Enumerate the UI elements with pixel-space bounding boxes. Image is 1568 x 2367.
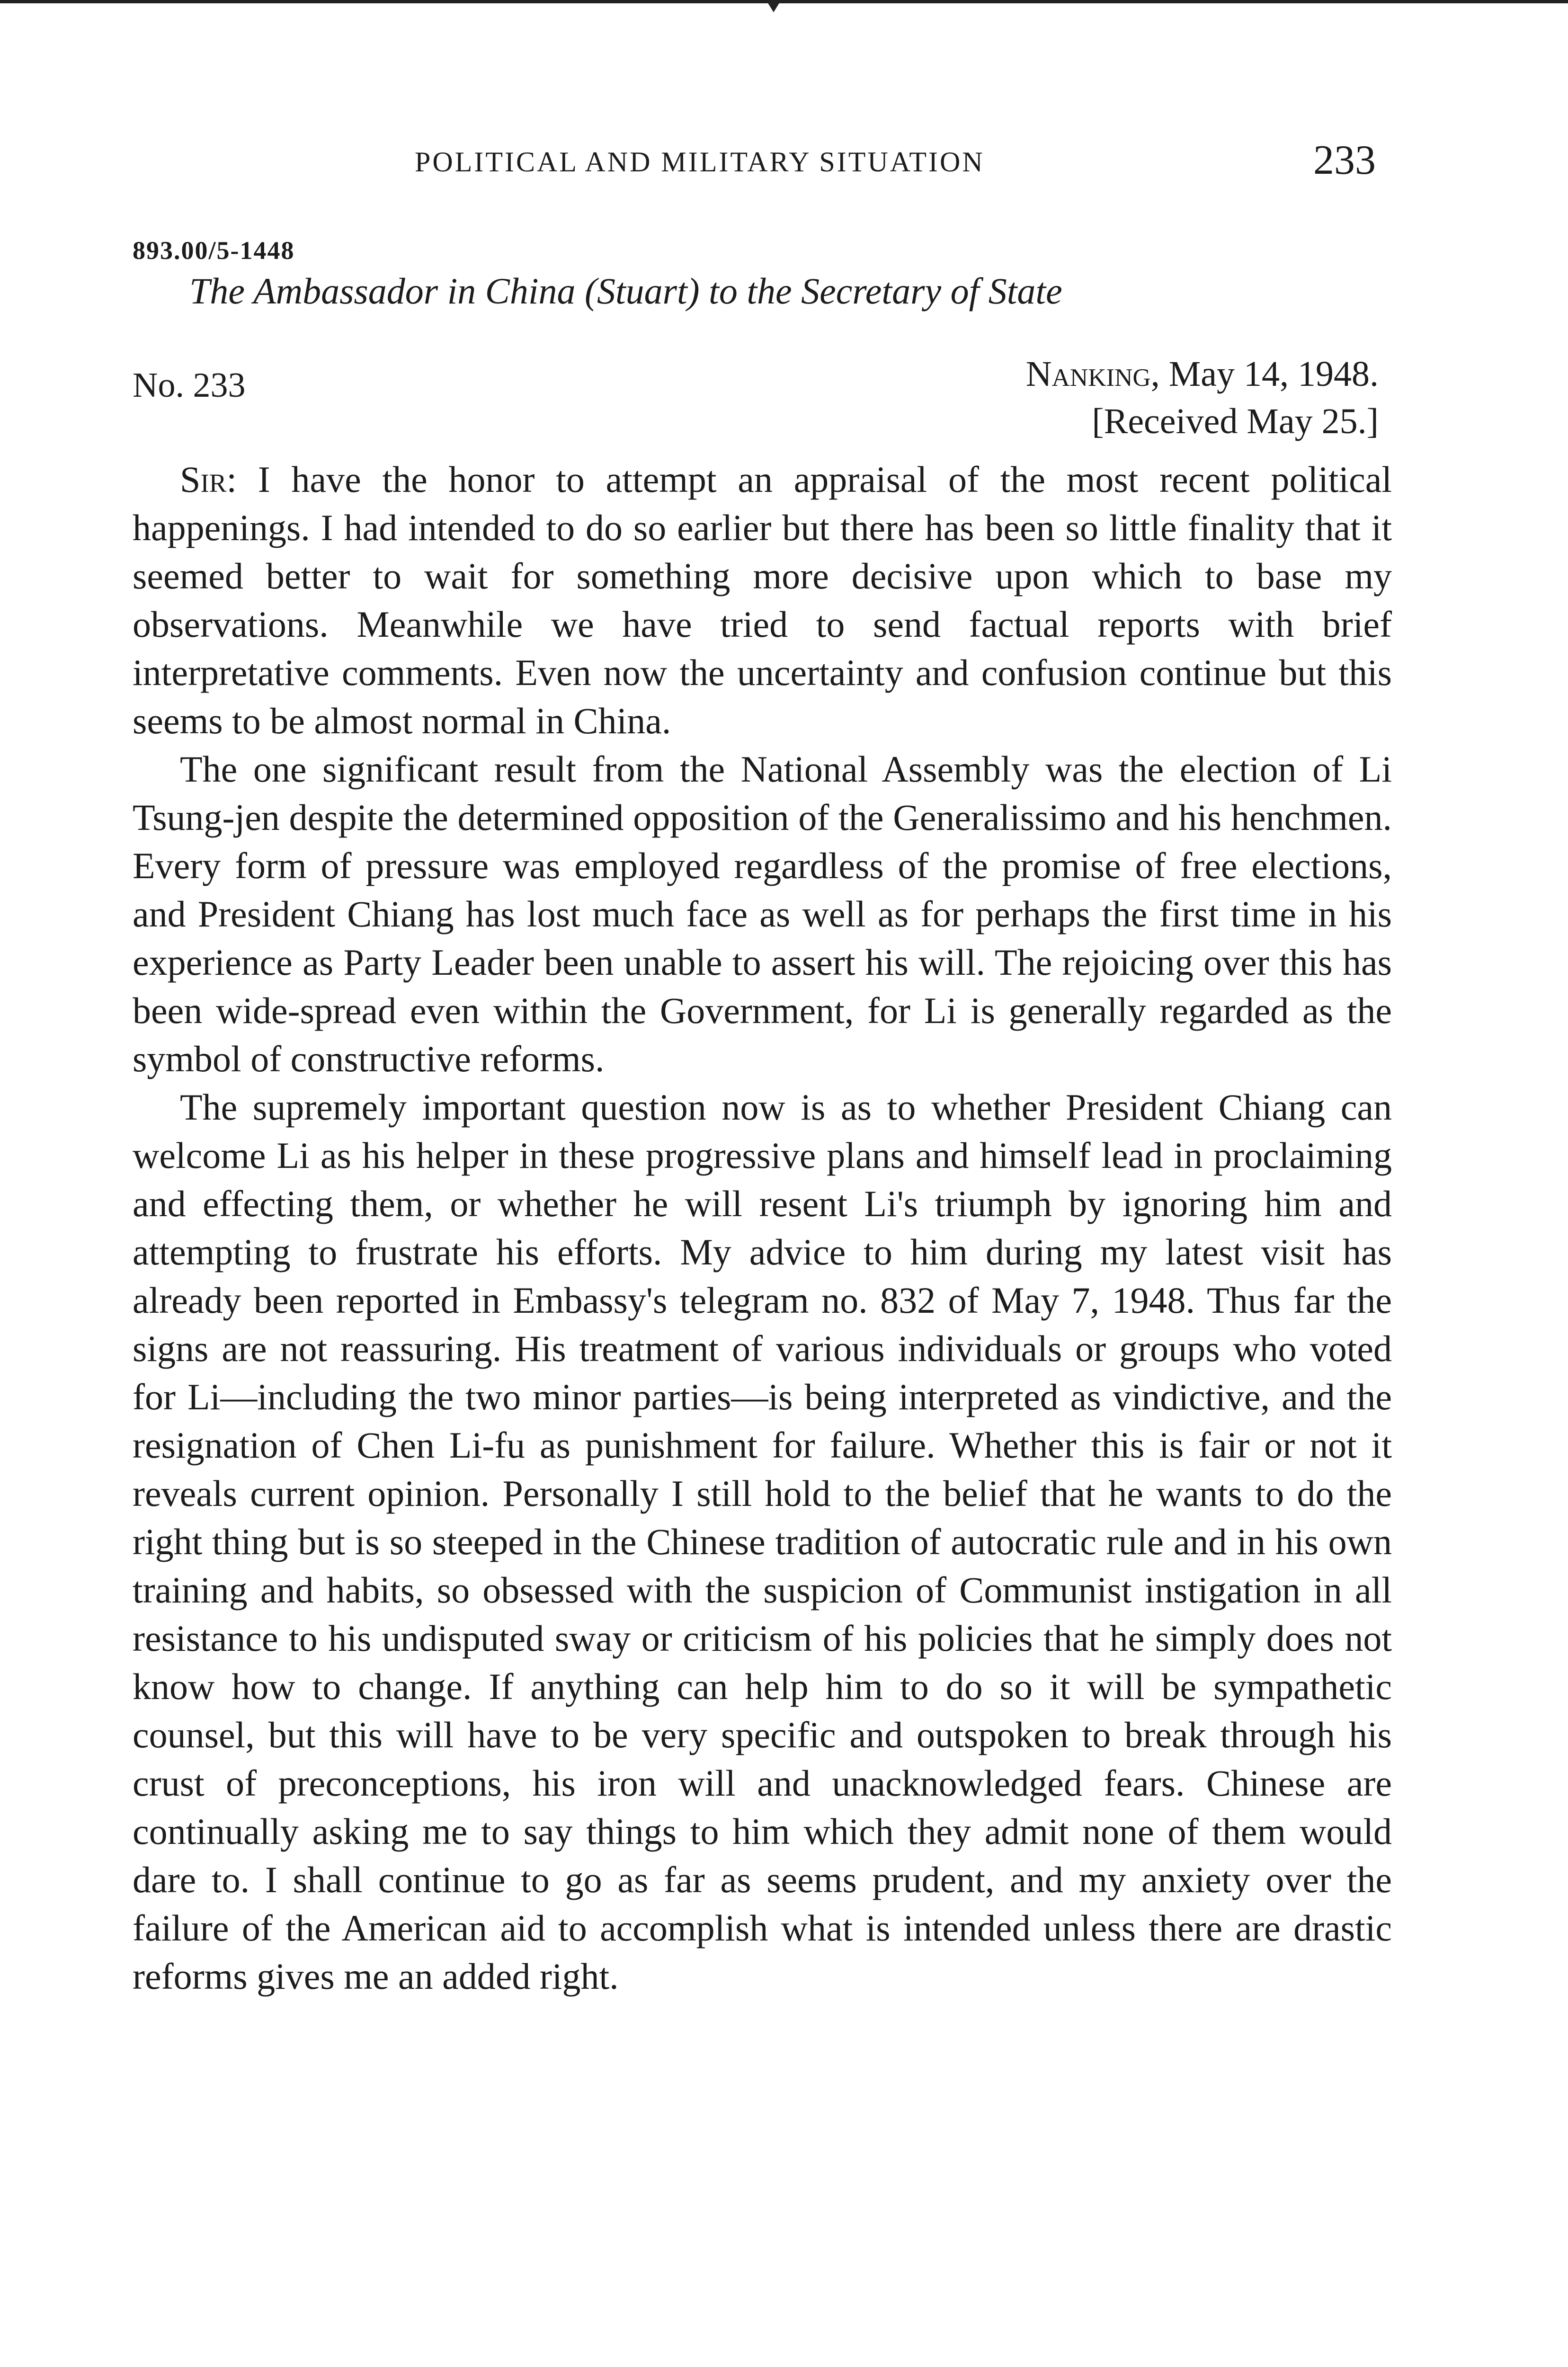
dateline [1026,350,1379,445]
file-reference: 893.00/5-1448 [133,236,295,265]
paragraph-3: The supremely important question now is as to whether President Chiang can welcome Li as his helper in these progressive plans and himself lead in proclaiming and effecting them, or whether he will resent Li's triumph by ignoring him and attempting to frustrate his efforts. My advice to him during my latest visit has already been reported in Embassy's telegram no. 832 of May 7, 1948. Thus far the signs are not reassuring. His treatment of various individuals or groups who voted for Li—including the two minor parties—is being interpreted as vindictive, and the resignation of Chen Li-fu as punishment for failure. Whether this is fair or not it reveals current opinion. Personally I still hold to the belief that he wants to do the right thing but is so steeped in the Chinese tradition of autocratic rule and in his own training and habits, so obsessed with the suspicion of Communist instigation in all resistance to his undisputed sway or criticism of his policies that he simply does not know how to change. If anything can help him to do so it will be sympathetic counsel, but this will have to be very specific and outspoken to break through his crust of preconceptions, his iron will and unacknowledged fears. Chinese are continually asking me to say things to him which they admit none of them would dare to. I shall continue to go as far as seems prudent, and my anxiety over the failure of the American aid to accomplish what is intended unless there are drastic reforms gives me an added right. [133,1086,1392,1997]
page-number: 233 [1313,137,1376,183]
letter-body [133,455,1392,2001]
received-date: [Received May 25.] [1092,401,1379,441]
running-head: POLITICAL AND MILITARY SITUATION [415,146,985,178]
document-number: No. 233 [133,366,246,405]
dateline-line [1026,350,1379,398]
paragraph-1 [133,455,1392,745]
dateline-date: , May 14, 1948. [1150,354,1379,394]
paragraph-2: The one significant result from the National Assembly was the election of Li Tsung-jen despite the determined opposition of the Generalissimo and his henchmen. Every form of pressure was employed regardless of the promise of free elections, and President Chiang has lost much face as well as for perhaps the first time in his experience as Party Leader been unable to assert his will. The rejoicing over this has been wide-spread even within the Government, for Li is generally regarded as the symbol of constructive reforms. [133,748,1392,1079]
paragraph-1-text: : I have the honor to attempt an appraisal of the most recent political happenings. I had intended to do so earlier but there has been so little finality that it seemed better to wait for something more decisive upon which to base my observations. Meanwhile we have tried to send factual reports with brief interpretative comments. Even now the uncertainty and confusion continue but this seems to be almost normal in China. [133,459,1392,741]
salutation: Sir [180,459,227,500]
dateline-place: Nanking [1025,354,1151,394]
top-rule-mark [766,0,781,12]
document-title: The Ambassador in China (Stuart) to the Secretary of State [189,270,1062,311]
top-rule [0,0,1568,3]
